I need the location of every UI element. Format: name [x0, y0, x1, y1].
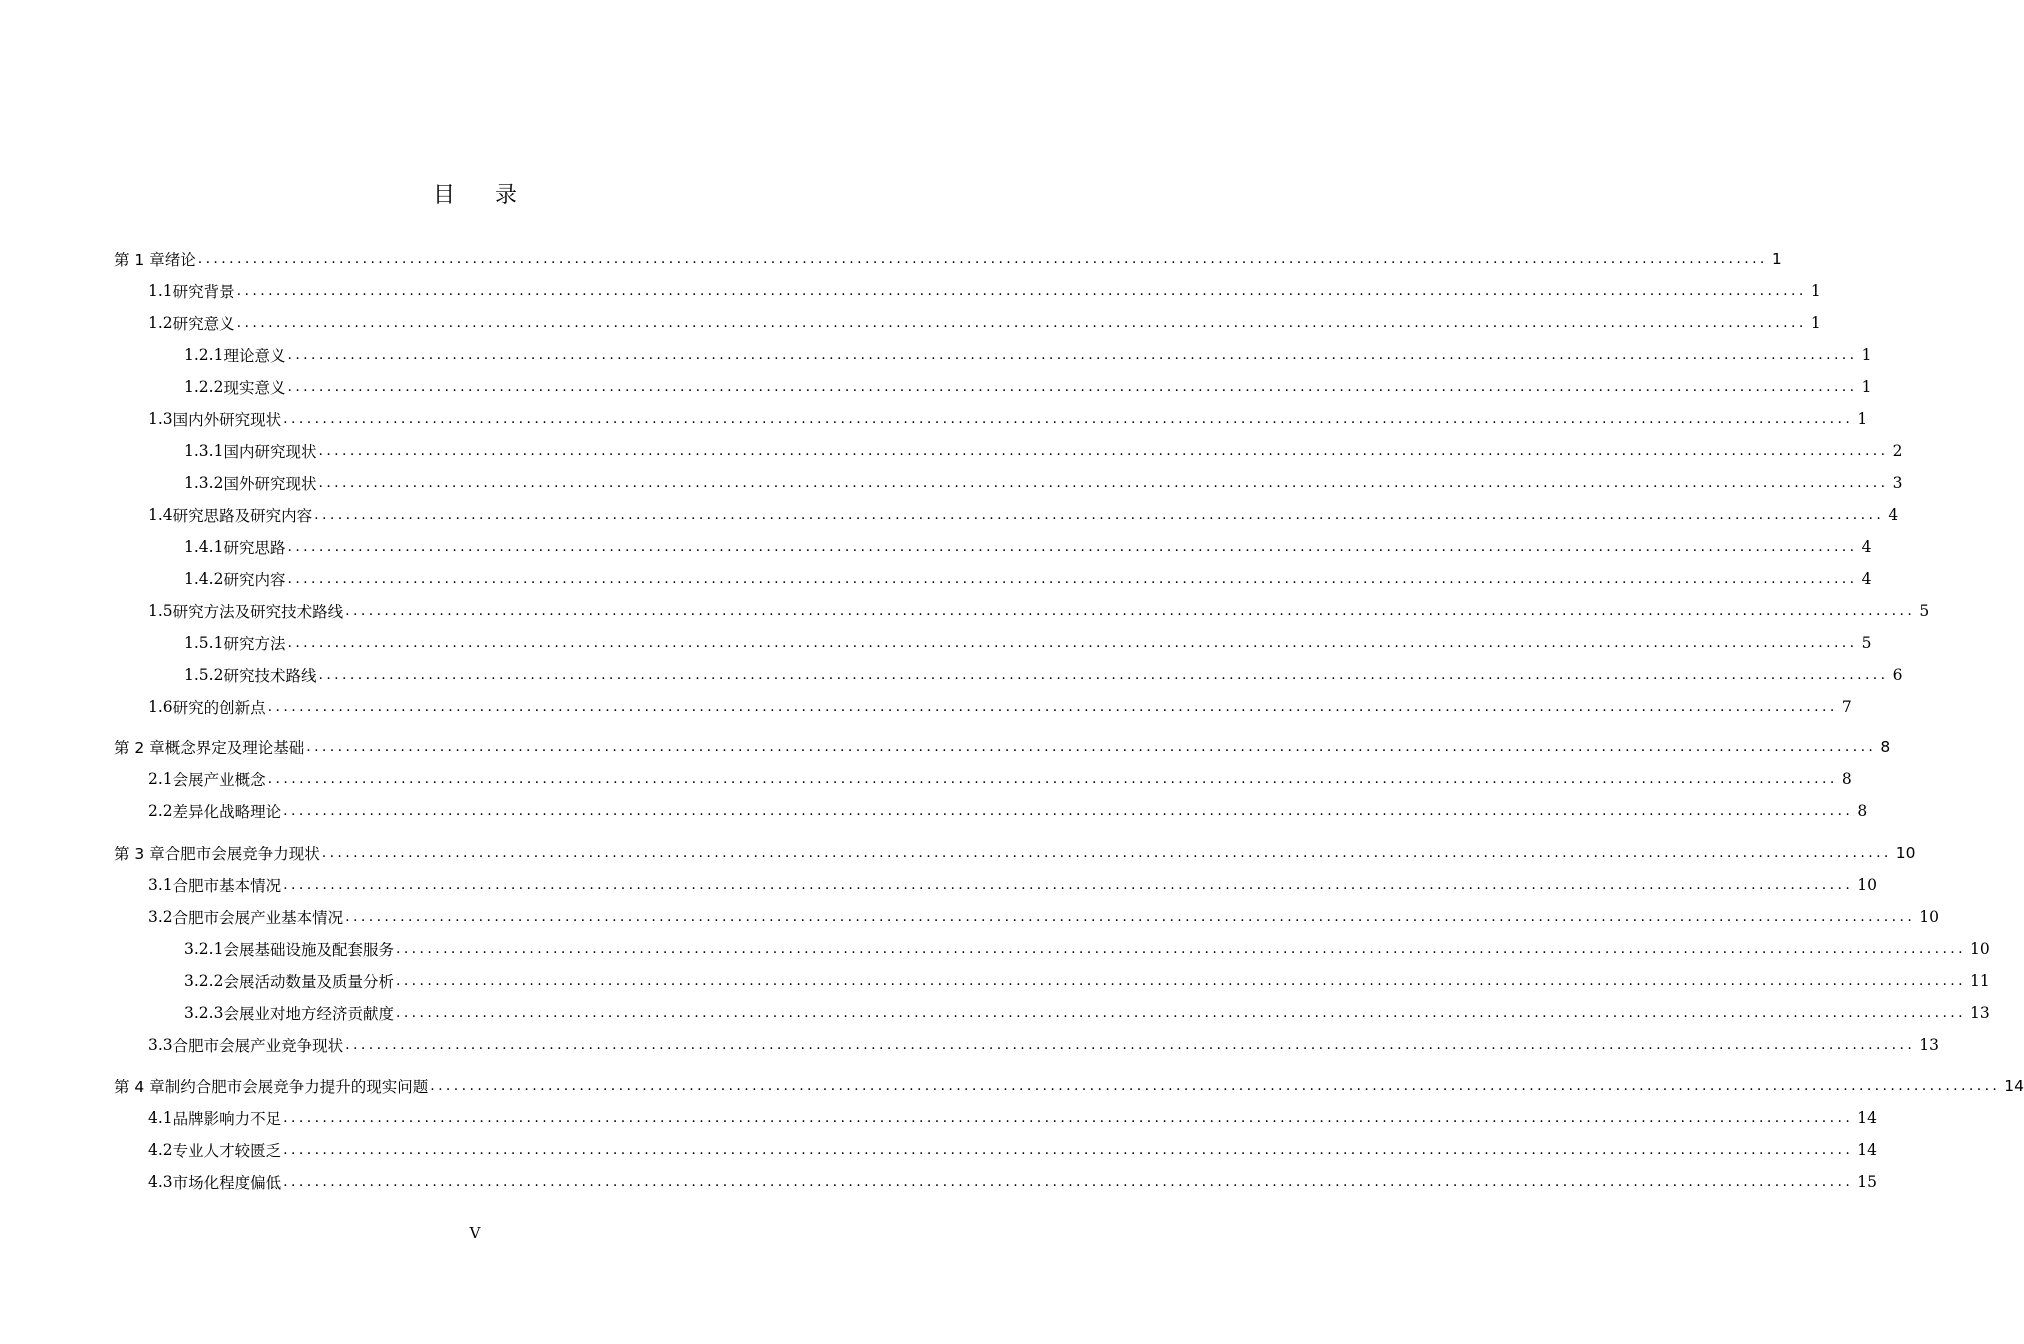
toc-entry[interactable] [0, 765, 1852, 793]
toc-leader-dots: ........................................................................................................................................................................................................ [236, 315, 1807, 331]
toc-leader-dots: ........................................................................................................................................................................................................ [345, 1037, 1916, 1053]
toc-entry[interactable] [0, 1136, 1877, 1164]
toc-leader-dots: ........................................................................................................................................................................................................ [287, 539, 1858, 555]
toc-leader-dots: ........................................................................................................................................................................................................ [287, 347, 1858, 363]
toc-entry[interactable] [0, 999, 1990, 1027]
toc-entry-title: 研究方法及研究技术路线 [172, 603, 344, 621]
toc-leader-dots: ........................................................................................................................................................................................................ [345, 603, 1916, 619]
page-title: 目录 [432, 183, 557, 208]
toc-entry-number: 1.2.2 [184, 378, 224, 396]
toc-entry-page: 2 [1892, 442, 1903, 460]
toc-entry-number: 4.3 [148, 1173, 173, 1191]
toc-entry[interactable] [0, 277, 1821, 305]
toc-entry-title: 现实意义 [223, 379, 286, 397]
toc-entry-page: 1 [1861, 378, 1872, 396]
toc-leader-dots: ........................................................................................................................................................................................................ [395, 973, 1967, 989]
toc-entry[interactable] [0, 871, 1877, 899]
toc-entry[interactable] [0, 245, 1782, 273]
toc-entry-title: 会展产业概念 [172, 771, 266, 789]
toc-leader-dots: ........................................................................................................................................................................................................ [430, 1078, 2001, 1094]
toc-entry-number: 1.4 [148, 506, 173, 524]
toc-entry-title: 差异化战略理论 [172, 803, 282, 821]
toc-entry-number: 第 2 章 [114, 739, 165, 757]
toc-entry-number: 3.2 [148, 908, 173, 926]
toc-entry[interactable] [0, 903, 1939, 931]
toc-entry-page: 11 [1970, 972, 1990, 990]
toc-leader-dots: ........................................................................................................................................................................................................ [318, 443, 1889, 459]
toc-entry[interactable] [0, 1031, 1939, 1059]
toc-entry-number: 1.4.1 [184, 538, 224, 556]
toc-entry[interactable] [0, 1168, 1877, 1196]
toc-leader-dots: ........................................................................................................................................................................................................ [197, 251, 1768, 267]
toc-entry[interactable] [0, 629, 1872, 657]
toc-entry[interactable] [0, 309, 1821, 337]
toc-entry-title: 研究背景 [172, 283, 235, 301]
toc-leader-dots: ........................................................................................................................................................................................................ [283, 411, 1854, 427]
toc-entry[interactable] [0, 565, 1872, 593]
toc-entry[interactable] [0, 405, 1868, 433]
toc-entry-number: 1.3 [148, 410, 173, 428]
toc-entry-page: 10 [1970, 940, 1990, 958]
toc-entry[interactable] [0, 693, 1852, 721]
toc-entry-number: 第 3 章 [114, 845, 165, 863]
toc-entry-page: 3 [1892, 474, 1903, 492]
toc-entry-title: 概念界定及理论基础 [164, 739, 305, 757]
toc-leader-dots: ........................................................................................................................................................................................................ [236, 283, 1807, 299]
toc-entry-title: 制约合肥市会展竞争力提升的现实问题 [164, 1078, 429, 1096]
toc-entry-title: 合肥市会展产业竞争现状 [172, 1037, 344, 1055]
toc-leader-dots: ........................................................................................................................................................................................................ [395, 941, 1967, 957]
toc-entry-number: 1.5 [148, 602, 173, 620]
toc-entry-page: 1 [1771, 250, 1782, 268]
toc-entry-page: 8 [1880, 738, 1891, 756]
toc-entry-title: 研究的创新点 [172, 699, 266, 717]
toc-entry-title: 研究意义 [172, 315, 235, 333]
toc-entry-title: 品牌影响力不足 [172, 1110, 282, 1128]
toc-leader-dots: ........................................................................................................................................................................................................ [267, 699, 1838, 715]
toc-entry[interactable] [0, 597, 1930, 625]
toc-entry-number: 2.1 [148, 770, 173, 788]
toc-leader-dots: ........................................................................................................................................................................................................ [395, 1005, 1967, 1021]
toc-entry-page: 10 [1919, 908, 1939, 926]
toc-entry-page: 13 [1919, 1036, 1939, 1054]
toc-entry-number: 第 1 章 [114, 251, 165, 269]
toc-entry-number: 1.4.2 [184, 570, 224, 588]
toc-entry[interactable] [0, 373, 1872, 401]
toc-entry-title: 研究思路 [223, 539, 286, 557]
page-number: V [469, 1224, 481, 1242]
toc-entry-page: 7 [1841, 698, 1852, 716]
toc-leader-dots: ........................................................................................................................................................................................................ [306, 739, 1877, 755]
toc-entry-number: 1.3.2 [184, 474, 224, 492]
toc-entry-title: 合肥市会展产业基本情况 [172, 909, 344, 927]
toc-entry-number: 1.3.1 [184, 442, 224, 460]
toc-entry-title: 会展业对地方经济贡献度 [223, 1005, 394, 1023]
toc-entry-page: 14 [1857, 1109, 1877, 1127]
toc-leader-dots: ........................................................................................................................................................................................................ [287, 571, 1858, 587]
toc-entry-number: 1.5.1 [184, 634, 224, 652]
toc-entry-page: 13 [1970, 1004, 1990, 1022]
toc-entry-page: 5 [1919, 602, 1930, 620]
toc-entry-page: 5 [1861, 634, 1872, 652]
toc-leader-dots: ........................................................................................................................................................................................................ [345, 909, 1916, 925]
toc-entry[interactable] [0, 1072, 2024, 1100]
toc-entry-title: 绪论 [164, 251, 196, 269]
toc-entry-title: 研究方法 [223, 635, 286, 653]
toc-entry-number: 3.2.2 [184, 972, 224, 990]
toc-entry[interactable] [0, 967, 1990, 995]
toc-entry[interactable] [0, 661, 1903, 689]
toc-entry-title: 国外研究现状 [223, 475, 317, 493]
toc-entry-title: 会展基础设施及配套服务 [223, 941, 394, 959]
toc-entry-page: 1 [1861, 346, 1872, 364]
toc-entry-number: 4.2 [148, 1141, 173, 1159]
toc-leader-dots: ........................................................................................................................................................................................................ [318, 475, 1889, 491]
toc-entry[interactable] [0, 341, 1872, 369]
toc-entry[interactable] [0, 935, 1990, 963]
toc-entry-number: 1.5.2 [184, 666, 224, 684]
toc-entry-title: 合肥市会展竞争力现状 [164, 845, 320, 863]
toc-entry[interactable] [0, 501, 1899, 529]
toc-entry-page: 15 [1857, 1173, 1877, 1191]
toc-entry[interactable] [0, 839, 1916, 867]
toc-entry-number: 3.2.3 [184, 1004, 224, 1022]
toc-entry-title: 会展活动数量及质量分析 [223, 973, 394, 991]
toc-entry[interactable] [0, 1104, 1877, 1132]
toc-leader-dots: ........................................................................................................................................................................................................ [287, 379, 1858, 395]
toc-entry[interactable] [0, 469, 1903, 497]
toc-leader-dots: ........................................................................................................................................................................................................ [318, 667, 1889, 683]
toc-entry-number: 1.2 [148, 314, 173, 332]
toc-entry-title: 研究思路及研究内容 [172, 507, 313, 525]
toc-entry-page: 4 [1861, 538, 1872, 556]
toc-entry-page: 1 [1857, 410, 1868, 428]
toc-entry-number: 1.6 [148, 698, 173, 716]
toc-entry[interactable] [0, 533, 1872, 561]
toc-entry-number: 2.2 [148, 802, 173, 820]
toc-leader-dots: ........................................................................................................................................................................................................ [321, 845, 1892, 861]
toc-entry-number: 3.2.1 [184, 940, 224, 958]
toc-entry-title: 国内外研究现状 [172, 411, 282, 429]
toc-entry-number: 第 4 章 [114, 1078, 165, 1096]
toc-entry[interactable] [0, 797, 1868, 825]
toc-entry-page: 8 [1857, 802, 1868, 820]
toc-leader-dots: ........................................................................................................................................................................................................ [314, 507, 1885, 523]
toc-entry-page: 14 [2004, 1077, 2024, 1095]
toc-entry[interactable] [0, 733, 1891, 761]
toc-entry-page: 8 [1841, 770, 1852, 788]
toc-entry-title: 合肥市基本情况 [172, 877, 282, 895]
toc-entry-number: 1.1 [148, 282, 173, 300]
toc-entry-number: 3.3 [148, 1036, 173, 1054]
toc-entry[interactable] [0, 437, 1903, 465]
toc-entry-page: 1 [1810, 314, 1821, 332]
toc-leader-dots: ........................................................................................................................................................................................................ [283, 877, 1854, 893]
toc-entry-page: 10 [1857, 876, 1877, 894]
toc-entry-title: 市场化程度偏低 [172, 1174, 282, 1192]
toc-entry-number: 4.1 [148, 1109, 173, 1127]
toc-leader-dots: ........................................................................................................................................................................................................ [283, 1142, 1854, 1158]
toc-entry-title: 研究内容 [223, 571, 286, 589]
toc-leader-dots: ........................................................................................................................................................................................................ [283, 803, 1854, 819]
toc-entry-page: 4 [1861, 570, 1872, 588]
toc-leader-dots: ........................................................................................................................................................................................................ [287, 635, 1858, 651]
toc-entry-page: 14 [1857, 1141, 1877, 1159]
toc-entry-page: 1 [1810, 282, 1821, 300]
toc-entry-title: 研究技术路线 [223, 667, 317, 685]
toc-entry-number: 3.1 [148, 876, 173, 894]
toc-entry-title: 国内研究现状 [223, 443, 317, 461]
toc-entry-page: 10 [1895, 844, 1916, 862]
toc-leader-dots: ........................................................................................................................................................................................................ [283, 1110, 1854, 1126]
toc-entry-number: 1.2.1 [184, 346, 224, 364]
toc-leader-dots: ........................................................................................................................................................................................................ [267, 771, 1838, 787]
toc-entry-title: 专业人才较匮乏 [172, 1142, 282, 1160]
toc-entry-page: 6 [1892, 666, 1903, 684]
toc-leader-dots: ........................................................................................................................................................................................................ [283, 1174, 1854, 1190]
toc-entry-title: 理论意义 [223, 347, 286, 365]
toc-entry-page: 4 [1888, 506, 1899, 524]
